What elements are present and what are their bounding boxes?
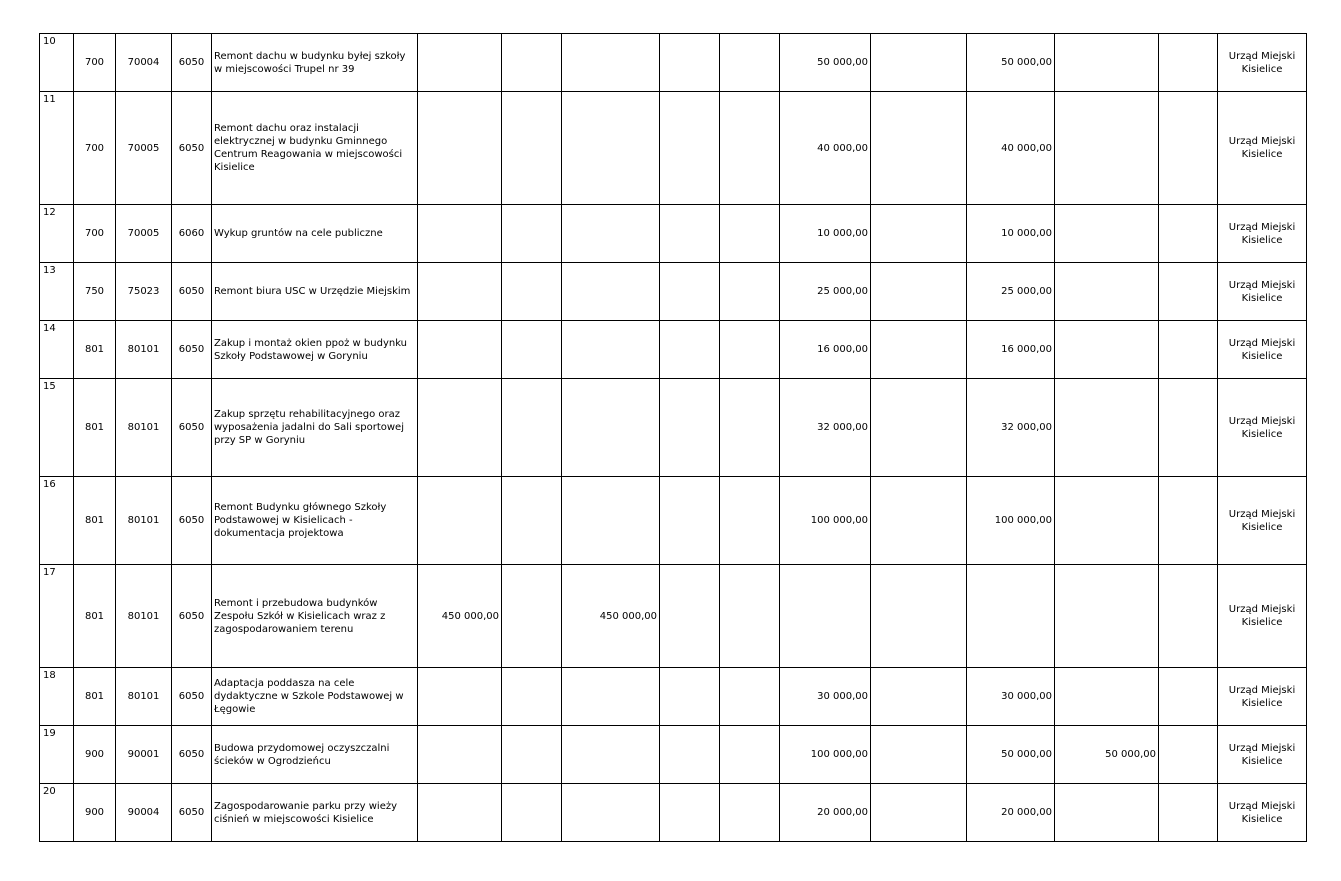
amount-cell-4: [660, 205, 720, 263]
amount-cell-10: [1159, 34, 1218, 92]
amount-cell-9: [1055, 784, 1159, 842]
amount-cell-3: 450 000,00: [562, 565, 660, 668]
amount-cell-2: [502, 726, 562, 784]
amount-cell-5: [720, 92, 780, 205]
paragraf-cell: 6050: [172, 668, 212, 726]
amount-cell-6: [780, 565, 871, 668]
table-row: [40, 263, 1307, 321]
amount-cell-3: [562, 92, 660, 205]
amount-cell-6: 32 000,00: [780, 379, 871, 477]
amount-cell-7: [871, 726, 967, 784]
amount-cell-1: [418, 263, 502, 321]
paragraf-cell: 6050: [172, 34, 212, 92]
dzial-cell: 900: [74, 726, 116, 784]
row-number: 10: [40, 34, 74, 92]
dzial-cell: 801: [74, 565, 116, 668]
row-number: 13: [40, 263, 74, 321]
dzial-cell: 700: [74, 205, 116, 263]
row-number: 18: [40, 668, 74, 726]
task-name-cell: Remont Budynku głównego Szkoły Podstawowej w Kisielicach - dokumentacja projektowa: [212, 477, 418, 565]
amount-cell-6: 20 000,00: [780, 784, 871, 842]
rozdzial-cell: 90001: [116, 726, 172, 784]
amount-cell-6: 40 000,00: [780, 92, 871, 205]
amount-cell-2: [502, 379, 562, 477]
task-name-cell: Budowa przydomowej oczyszczalni ścieków w Ogrodzieńcu: [212, 726, 418, 784]
table-row: [40, 565, 1307, 668]
row-number: 20: [40, 784, 74, 842]
unit-cell: Urząd Miejski Kisielice: [1218, 784, 1307, 842]
rozdzial-cell: 90004: [116, 784, 172, 842]
amount-cell-10: [1159, 379, 1218, 477]
amount-cell-9: [1055, 565, 1159, 668]
rozdzial-cell: 70005: [116, 205, 172, 263]
amount-cell-4: [660, 565, 720, 668]
task-name-cell: Remont dachu w budynku byłej szkoły w miejscowości Trupel nr 39: [212, 34, 418, 92]
amount-cell-9: 50 000,00: [1055, 726, 1159, 784]
amount-cell-2: [502, 205, 562, 263]
amount-cell-8: 50 000,00: [967, 726, 1055, 784]
amount-cell-9: [1055, 92, 1159, 205]
amount-cell-10: [1159, 205, 1218, 263]
unit-cell: Urząd Miejski Kisielice: [1218, 477, 1307, 565]
paragraf-cell: 6050: [172, 379, 212, 477]
amount-cell-8: 20 000,00: [967, 784, 1055, 842]
amount-cell-5: [720, 321, 780, 379]
paragraf-cell: 6050: [172, 477, 212, 565]
dzial-cell: 900: [74, 784, 116, 842]
amount-cell-8: 25 000,00: [967, 263, 1055, 321]
amount-cell-2: [502, 565, 562, 668]
amount-cell-2: [502, 92, 562, 205]
amount-cell-4: [660, 321, 720, 379]
amount-cell-1: [418, 784, 502, 842]
amount-cell-4: [660, 34, 720, 92]
investment-table: [39, 33, 1307, 842]
amount-cell-4: [660, 92, 720, 205]
rozdzial-cell: 80101: [116, 321, 172, 379]
amount-cell-8: 40 000,00: [967, 92, 1055, 205]
amount-cell-6: 100 000,00: [780, 726, 871, 784]
amount-cell-2: [502, 477, 562, 565]
amount-cell-6: 16 000,00: [780, 321, 871, 379]
paragraf-cell: 6050: [172, 92, 212, 205]
amount-cell-5: [720, 726, 780, 784]
paragraf-cell: 6050: [172, 784, 212, 842]
amount-cell-5: [720, 477, 780, 565]
dzial-cell: 801: [74, 668, 116, 726]
rozdzial-cell: 70005: [116, 92, 172, 205]
amount-cell-3: [562, 321, 660, 379]
amount-cell-7: [871, 92, 967, 205]
amount-cell-7: [871, 34, 967, 92]
amount-cell-1: [418, 34, 502, 92]
table-row: [40, 784, 1307, 842]
amount-cell-9: [1055, 477, 1159, 565]
amount-cell-10: [1159, 92, 1218, 205]
table-row: [40, 321, 1307, 379]
paragraf-cell: 6050: [172, 565, 212, 668]
amount-cell-8: 30 000,00: [967, 668, 1055, 726]
amount-cell-5: [720, 205, 780, 263]
amount-cell-6: 50 000,00: [780, 34, 871, 92]
amount-cell-7: [871, 205, 967, 263]
amount-cell-3: [562, 784, 660, 842]
amount-cell-4: [660, 379, 720, 477]
amount-cell-8: 100 000,00: [967, 477, 1055, 565]
amount-cell-2: [502, 321, 562, 379]
amount-cell-1: [418, 379, 502, 477]
unit-cell: Urząd Miejski Kisielice: [1218, 726, 1307, 784]
row-number: 19: [40, 726, 74, 784]
amount-cell-8: 32 000,00: [967, 379, 1055, 477]
rozdzial-cell: 75023: [116, 263, 172, 321]
amount-cell-7: [871, 668, 967, 726]
amount-cell-10: [1159, 477, 1218, 565]
amount-cell-9: [1055, 668, 1159, 726]
amount-cell-1: [418, 321, 502, 379]
unit-cell: Urząd Miejski Kisielice: [1218, 668, 1307, 726]
amount-cell-2: [502, 784, 562, 842]
dzial-cell: 750: [74, 263, 116, 321]
rozdzial-cell: 80101: [116, 379, 172, 477]
amount-cell-8: 16 000,00: [967, 321, 1055, 379]
amount-cell-9: [1055, 34, 1159, 92]
rozdzial-cell: 80101: [116, 668, 172, 726]
amount-cell-5: [720, 379, 780, 477]
amount-cell-1: [418, 205, 502, 263]
amount-cell-8: [967, 565, 1055, 668]
amount-cell-7: [871, 263, 967, 321]
amount-cell-9: [1055, 379, 1159, 477]
amount-cell-4: [660, 784, 720, 842]
amount-cell-1: [418, 477, 502, 565]
paragraf-cell: 6060: [172, 205, 212, 263]
amount-cell-1: 450 000,00: [418, 565, 502, 668]
amount-cell-3: [562, 668, 660, 726]
unit-cell: Urząd Miejski Kisielice: [1218, 565, 1307, 668]
task-name-cell: Remont dachu oraz instalacji elektrycznej w budynku Gminnego Centrum Reagowania w miejscowości Kisielice: [212, 92, 418, 205]
amount-cell-7: [871, 477, 967, 565]
amount-cell-7: [871, 321, 967, 379]
amount-cell-10: [1159, 321, 1218, 379]
unit-cell: Urząd Miejski Kisielice: [1218, 34, 1307, 92]
unit-cell: Urząd Miejski Kisielice: [1218, 263, 1307, 321]
amount-cell-1: [418, 92, 502, 205]
amount-cell-9: [1055, 321, 1159, 379]
paragraf-cell: 6050: [172, 263, 212, 321]
dzial-cell: 801: [74, 321, 116, 379]
amount-cell-3: [562, 205, 660, 263]
amount-cell-6: 100 000,00: [780, 477, 871, 565]
row-number: 15: [40, 379, 74, 477]
task-name-cell: Remont biura USC w Urzędzie Miejskim: [212, 263, 418, 321]
row-number: 17: [40, 565, 74, 668]
table-row: [40, 205, 1307, 263]
dzial-cell: 801: [74, 477, 116, 565]
unit-cell: Urząd Miejski Kisielice: [1218, 205, 1307, 263]
row-number: 11: [40, 92, 74, 205]
task-name-cell: Zagospodarowanie parku przy wieży ciśnień w miejscowości Kisielice: [212, 784, 418, 842]
amount-cell-3: [562, 726, 660, 784]
unit-cell: Urząd Miejski Kisielice: [1218, 92, 1307, 205]
amount-cell-8: 10 000,00: [967, 205, 1055, 263]
amount-cell-7: [871, 784, 967, 842]
amount-cell-10: [1159, 668, 1218, 726]
amount-cell-3: [562, 379, 660, 477]
amount-cell-10: [1159, 726, 1218, 784]
amount-cell-6: 25 000,00: [780, 263, 871, 321]
row-number: 16: [40, 477, 74, 565]
amount-cell-6: 30 000,00: [780, 668, 871, 726]
table-row: [40, 379, 1307, 477]
amount-cell-9: [1055, 263, 1159, 321]
amount-cell-4: [660, 668, 720, 726]
table-row: [40, 668, 1307, 726]
amount-cell-1: [418, 668, 502, 726]
dzial-cell: 700: [74, 34, 116, 92]
amount-cell-4: [660, 263, 720, 321]
amount-cell-2: [502, 668, 562, 726]
dzial-cell: 801: [74, 379, 116, 477]
amount-cell-10: [1159, 565, 1218, 668]
paragraf-cell: 6050: [172, 321, 212, 379]
task-name-cell: Zakup sprzętu rehabilitacyjnego oraz wyposażenia jadalni do Sali sportowej przy SP w Goryniu: [212, 379, 418, 477]
task-name-cell: Remont i przebudowa budynków Zespołu Szkół w Kisielicach wraz z zagospodarowaniem terenu: [212, 565, 418, 668]
table-row: [40, 477, 1307, 565]
paragraf-cell: 6050: [172, 726, 212, 784]
amount-cell-10: [1159, 784, 1218, 842]
amount-cell-5: [720, 565, 780, 668]
dzial-cell: 700: [74, 92, 116, 205]
unit-cell: Urząd Miejski Kisielice: [1218, 321, 1307, 379]
unit-cell: Urząd Miejski Kisielice: [1218, 379, 1307, 477]
table-row: [40, 726, 1307, 784]
table-row: [40, 92, 1307, 205]
task-name-cell: Adaptacja poddasza na cele dydaktyczne w Szkole Podstawowej w Łęgowie: [212, 668, 418, 726]
rozdzial-cell: 70004: [116, 34, 172, 92]
amount-cell-5: [720, 34, 780, 92]
task-name-cell: Zakup i montaż okien ppoż w budynku Szkoły Podstawowej w Goryniu: [212, 321, 418, 379]
amount-cell-7: [871, 379, 967, 477]
row-number: 14: [40, 321, 74, 379]
amount-cell-2: [502, 34, 562, 92]
amount-cell-6: 10 000,00: [780, 205, 871, 263]
amount-cell-4: [660, 726, 720, 784]
amount-cell-4: [660, 477, 720, 565]
amount-cell-3: [562, 263, 660, 321]
amount-cell-8: 50 000,00: [967, 34, 1055, 92]
rozdzial-cell: 80101: [116, 565, 172, 668]
amount-cell-1: [418, 726, 502, 784]
amount-cell-2: [502, 263, 562, 321]
amount-cell-3: [562, 477, 660, 565]
amount-cell-5: [720, 784, 780, 842]
row-number: 12: [40, 205, 74, 263]
amount-cell-7: [871, 565, 967, 668]
task-name-cell: Wykup gruntów na cele publiczne: [212, 205, 418, 263]
amount-cell-3: [562, 34, 660, 92]
amount-cell-10: [1159, 263, 1218, 321]
amount-cell-5: [720, 668, 780, 726]
amount-cell-5: [720, 263, 780, 321]
amount-cell-9: [1055, 205, 1159, 263]
rozdzial-cell: 80101: [116, 477, 172, 565]
table-row: [40, 34, 1307, 92]
